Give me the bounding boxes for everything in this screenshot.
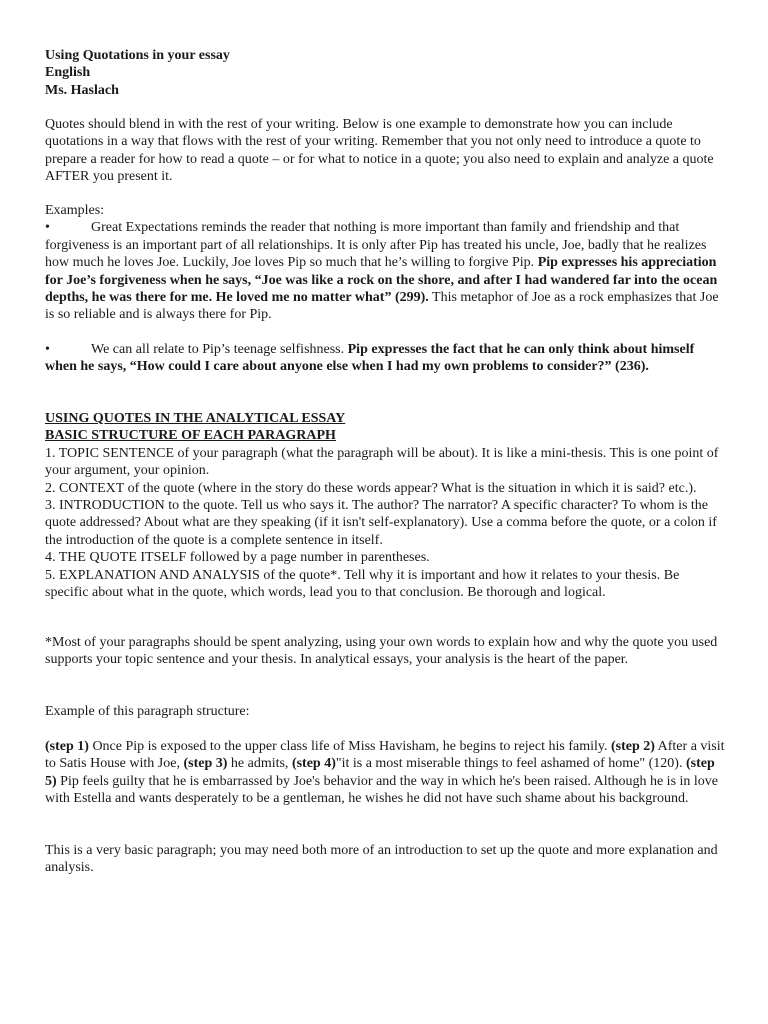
example-2-bold-text: Pip expresses the fact that he can only think about himself when he says, “How could I care about anyone else when I had my own problems to consider?” (236). — [45, 342, 695, 375]
intro-paragraph: Quotes should blend in with the rest of your writing. Below is one example to demonstrate how you can include quotations in a way that flows with the rest of your writing. Remember that you not only need to introduce a quote to prepare a reader for how to read a quote – or for what to notice in a quote; you also need to explain and analyze a quote AFTER you present it. — [45, 117, 714, 185]
example-1-text: Great Expectations reminds the reader that nothing is more important than family and friendship and that forgiveness is an important part of all relationships. It is only after Pip has treated his uncle, Joe, badly that he realizes how much he loves Joe. Luckily, Joe loves Pip so much that he’s willing to forgive Pip. — [45, 220, 707, 271]
bullet-icon: • — [45, 220, 50, 236]
step-3-text: he admits, — [227, 756, 292, 772]
example-paragraph — [45, 738, 725, 808]
closing-paragraph: This is a very basic paragraph; you may need both more of an introduction to set up the quote and more explanation and analysis. — [45, 843, 718, 876]
step-5-label: (step 5) — [45, 756, 715, 789]
structure-step-1: 1. TOPIC SENTENCE of your paragraph (what the paragraph will be about). It is like a mini-thesis. This is one point of your argument, your opinion. — [45, 445, 719, 479]
example-1-bold-text: Pip expresses his appreciation for Joe’s forgiveness when he says, “Joe was like a rock on the shore, and after I had wandered far into the ocean depths, he was there for me. He loved me no matter what” (299). — [45, 255, 718, 306]
structure-section — [45, 410, 725, 601]
step-4-label: (step 4) — [291, 756, 336, 772]
step-3-label: (step 3) — [183, 756, 228, 772]
document-teacher: Ms. Haslach — [45, 82, 119, 98]
analysis-note: *Most of your paragraphs should be spent analyzing, using your own words to explain how and why the quote you used supports your topic sentence and your thesis. In analytical essays, your analysis is the heart of the paper. — [45, 635, 718, 668]
example-item-2 — [45, 341, 725, 376]
bullet-icon: • — [45, 342, 50, 357]
document-title: Using Quotations in your essay — [45, 48, 230, 63]
document-header — [45, 47, 725, 99]
document-subject: English — [45, 65, 91, 81]
examples-label: Examples: — [45, 203, 105, 218]
step-5-text: Pip feels guilty that he is embarrassed by Joe's behavior and the way in which he's been raised. Although he is in love with Estella and wants desperately to be a gentleman, he wishes he did not have such shame about his background. — [45, 773, 719, 807]
example-2-text: We can all relate to Pip’s teenage selfishness. — [91, 342, 345, 357]
step-2-label: (step 2) — [610, 739, 655, 754]
step-4-text: "it is a most miserable things to feel ashamed of home" (120). — [335, 756, 686, 772]
structure-subheading: BASIC STRUCTURE OF EACH PARAGRAPH — [45, 428, 336, 444]
structure-step-3: 3. INTRODUCTION to the quote. Tell us who says it. The author? The narrator? A specific character? To whom is the quote addressed? About what are they speaking (if it isn't self-explanatory). Use a comma before the quote, or a colon if the introduction of the quote is a complete sentence in itself. — [45, 498, 717, 548]
structure-step-5: 5. EXPLANATION AND ANALYSIS of the quote*. Tell why it is important and how it relates to your thesis. Be specific about what in the quote, which words, lead you to that conclusion. Be thorough and logical. — [45, 567, 680, 601]
step-1-label: (step 1) — [45, 739, 89, 754]
examples-section — [45, 202, 725, 324]
structure-step-2: 2. CONTEXT of the quote (where in the story do these words appear? What is the situation in which it is said? etc.). — [45, 480, 697, 496]
example-item-1 — [45, 219, 725, 323]
step-1-text: Once Pip is exposed to the upper class life of Miss Havisham, he begins to reject his family. — [88, 739, 611, 754]
example-1-after-text: This metaphor of Joe as a rock emphasizes that Joe is so reliable and is always there for Pip. — [45, 290, 719, 323]
example-structure-label: Example of this paragraph structure: — [45, 704, 250, 719]
structure-heading: USING QUOTES IN THE ANALYTICAL ESSAY — [45, 411, 346, 426]
structure-step-4: 4. THE QUOTE ITSELF followed by a page number in parentheses. — [45, 550, 430, 566]
step-2-text: After a visit to Satis House with Joe, — [45, 739, 725, 772]
